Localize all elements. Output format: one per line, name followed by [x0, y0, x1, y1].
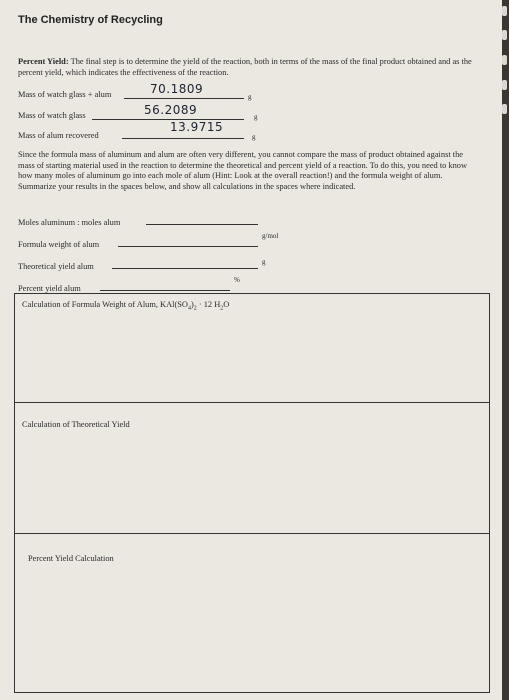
- percent-yield-text: The final step is to determine the yield of the reaction, both in terms of the mass of the final product obtained and as the percent yield, which indicates the effectiveness of the reaction.: [18, 57, 472, 77]
- mass-row-watch-glass-alum-unit: g: [248, 93, 252, 101]
- mass-row-watch-glass-alum-value: 70.1809: [150, 82, 204, 96]
- summary-theoretical-yield-label: Theoretical yield alum: [18, 262, 94, 271]
- percent-yield-heading: Percent Yield:: [18, 57, 69, 66]
- summary-formula-weight-field[interactable]: [118, 234, 258, 247]
- summary-theoretical-yield-unit: g: [262, 258, 266, 266]
- mass-row-watch-glass-unit: g: [254, 113, 258, 121]
- formula-weight-calculation-label: Calculation of Formula Weight of Alum, $KAl(SO_4)_2 \cdot 12$ $H_2O$: [22, 300, 230, 312]
- summary-percent-yield-field[interactable]: [100, 278, 230, 291]
- percent-yield-calculation-label: Percent Yield Calculation: [28, 554, 114, 563]
- theoretical-yield-calculation-box[interactable]: [14, 402, 490, 534]
- summary-moles-ratio-label: Moles aluminum : moles alum: [18, 218, 121, 227]
- mass-row-watch-glass-value: 56.2089: [144, 103, 198, 117]
- binder-edge: [502, 0, 509, 700]
- formula-weight-calculation-box[interactable]: [14, 293, 490, 403]
- summary-percent-yield-label: Percent yield alum: [18, 284, 81, 293]
- mass-row-watch-glass-alum-label: Mass of watch glass + alum: [18, 90, 112, 99]
- summary-formula-weight-label: Formula weight of alum: [18, 240, 100, 249]
- mass-row-alum-recovered-value: 13.9715: [170, 120, 224, 134]
- mass-row-alum-recovered-label: Mass of alum recovered: [18, 131, 99, 140]
- summary-moles-ratio-field[interactable]: [146, 212, 258, 225]
- mass-row-alum-recovered-unit: g: [252, 133, 256, 141]
- summary-percent-yield-unit: %: [234, 276, 240, 284]
- theoretical-yield-calculation-label: Calculation of Theoretical Yield: [22, 420, 130, 429]
- percent-yield-paragraph: [18, 57, 480, 78]
- mass-row-watch-glass-label: Mass of watch glass: [18, 111, 86, 120]
- page-title: The Chemistry of Recycling: [18, 14, 163, 26]
- instructions-paragraph: Since the formula mass of aluminum and alum are often very different, you cannot compare the mass of product obtained against the mass of starting material used in the reaction to determine the theoretical and percent yield of a reaction. To do this, you need to know how many moles of aluminum go into each mole of alum (Hint: Look at the overall reaction!) and the formula weight of alum. Summarize your results in the spaces below, and show all calculations in the spaces where indicated.: [18, 150, 468, 191]
- percent-yield-calculation-box[interactable]: [14, 533, 490, 693]
- summary-theoretical-yield-field[interactable]: [112, 256, 258, 269]
- summary-formula-weight-unit: g/mol: [262, 232, 279, 240]
